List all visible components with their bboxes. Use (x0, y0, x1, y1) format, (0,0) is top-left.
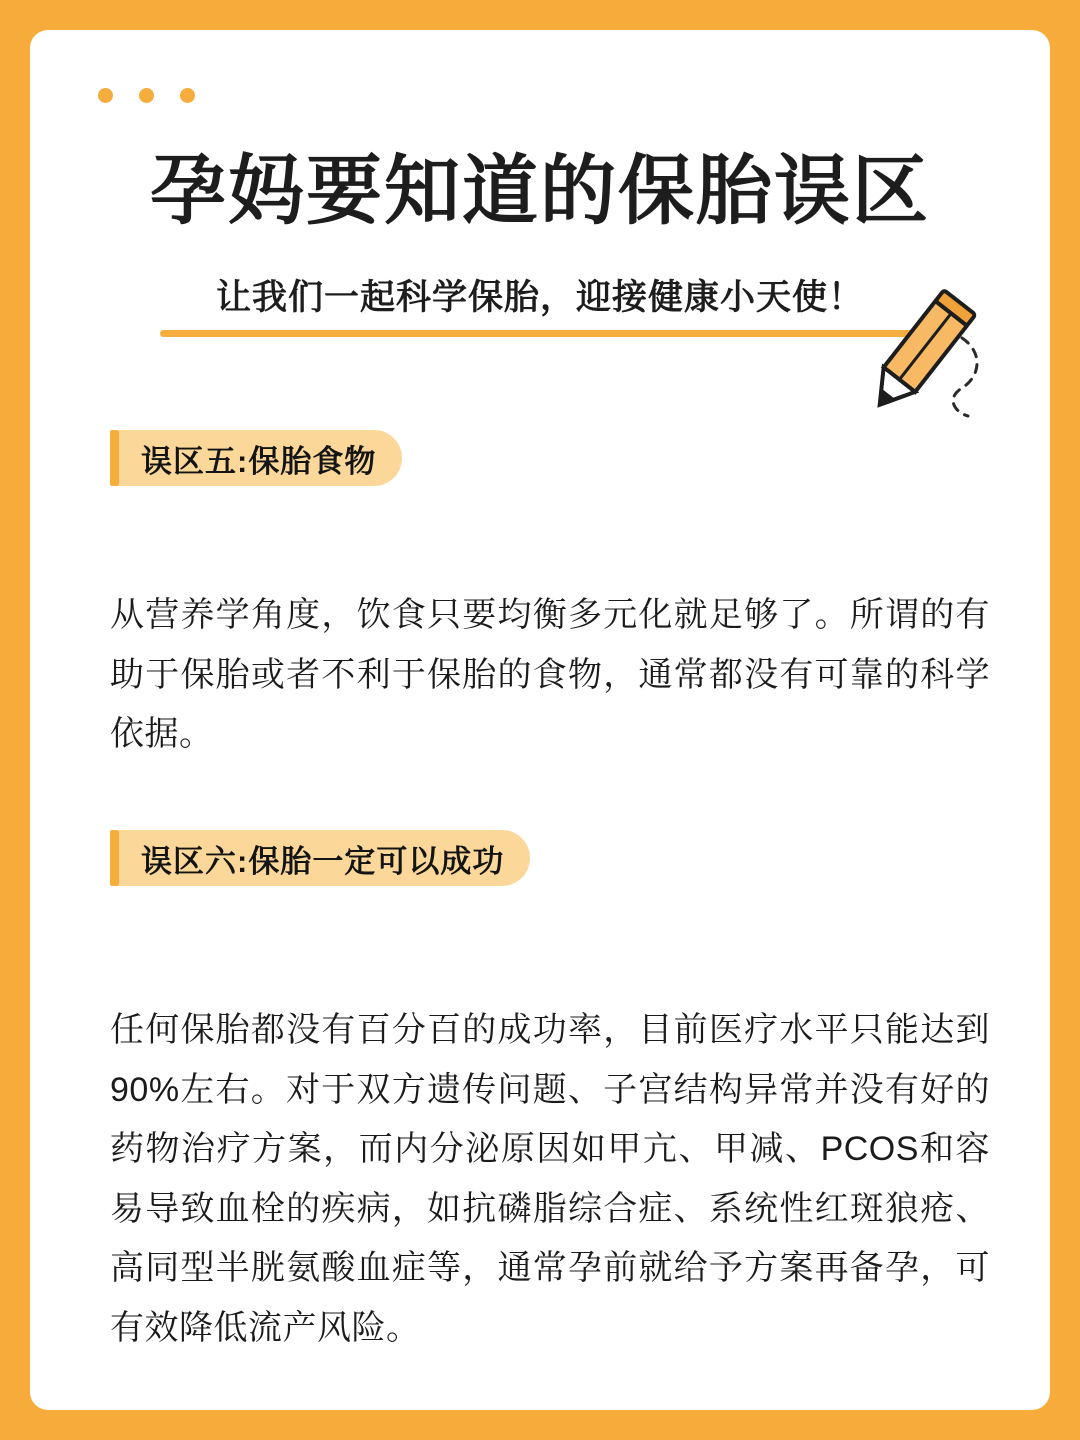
dot-icon (139, 88, 154, 103)
dot-icon (180, 88, 195, 103)
pencil-icon (850, 280, 990, 430)
page-title: 孕妈要知道的保胎误区 (150, 149, 930, 234)
tag-accent-bar (110, 430, 119, 486)
section-tag-label: 误区五:保胎食物 (119, 430, 402, 486)
section-tag (110, 430, 990, 486)
section-misconception-five (110, 430, 990, 765)
section-tag (110, 830, 990, 886)
content-card (30, 30, 1050, 1410)
page-subtitle: 让我们一起科学保胎，迎接健康小天使！ (215, 278, 864, 317)
decorative-dots (98, 88, 195, 103)
section-tag-label: 误区六:保胎一定可以成功 (119, 830, 530, 886)
subtitle-underline (160, 330, 920, 337)
tag-accent-bar (110, 830, 119, 886)
section-body-text: 任何保胎都没有百分百的成功率，目前医疗水平只能达到90%左右。对于双方遗传问题、子宫结构异常并没有好的药物治疗方案，而内分泌原因如甲亢、甲减、PCOS和容易导致血栓的疾病，如抗磷脂综合症、系统性红斑狼疮、高同型半胱氨酸血症等，通常孕前就给予方案再备孕，可有效降低流产风险。 (110, 1011, 990, 1347)
dot-icon (98, 88, 113, 103)
section-misconception-six (110, 830, 990, 1358)
section-body-text: 从营养学角度，饮食只要均衡多元化就足够了。所谓的有助于保胎或者不利于保胎的食物，通常都没有可靠的科学依据。 (110, 596, 990, 753)
